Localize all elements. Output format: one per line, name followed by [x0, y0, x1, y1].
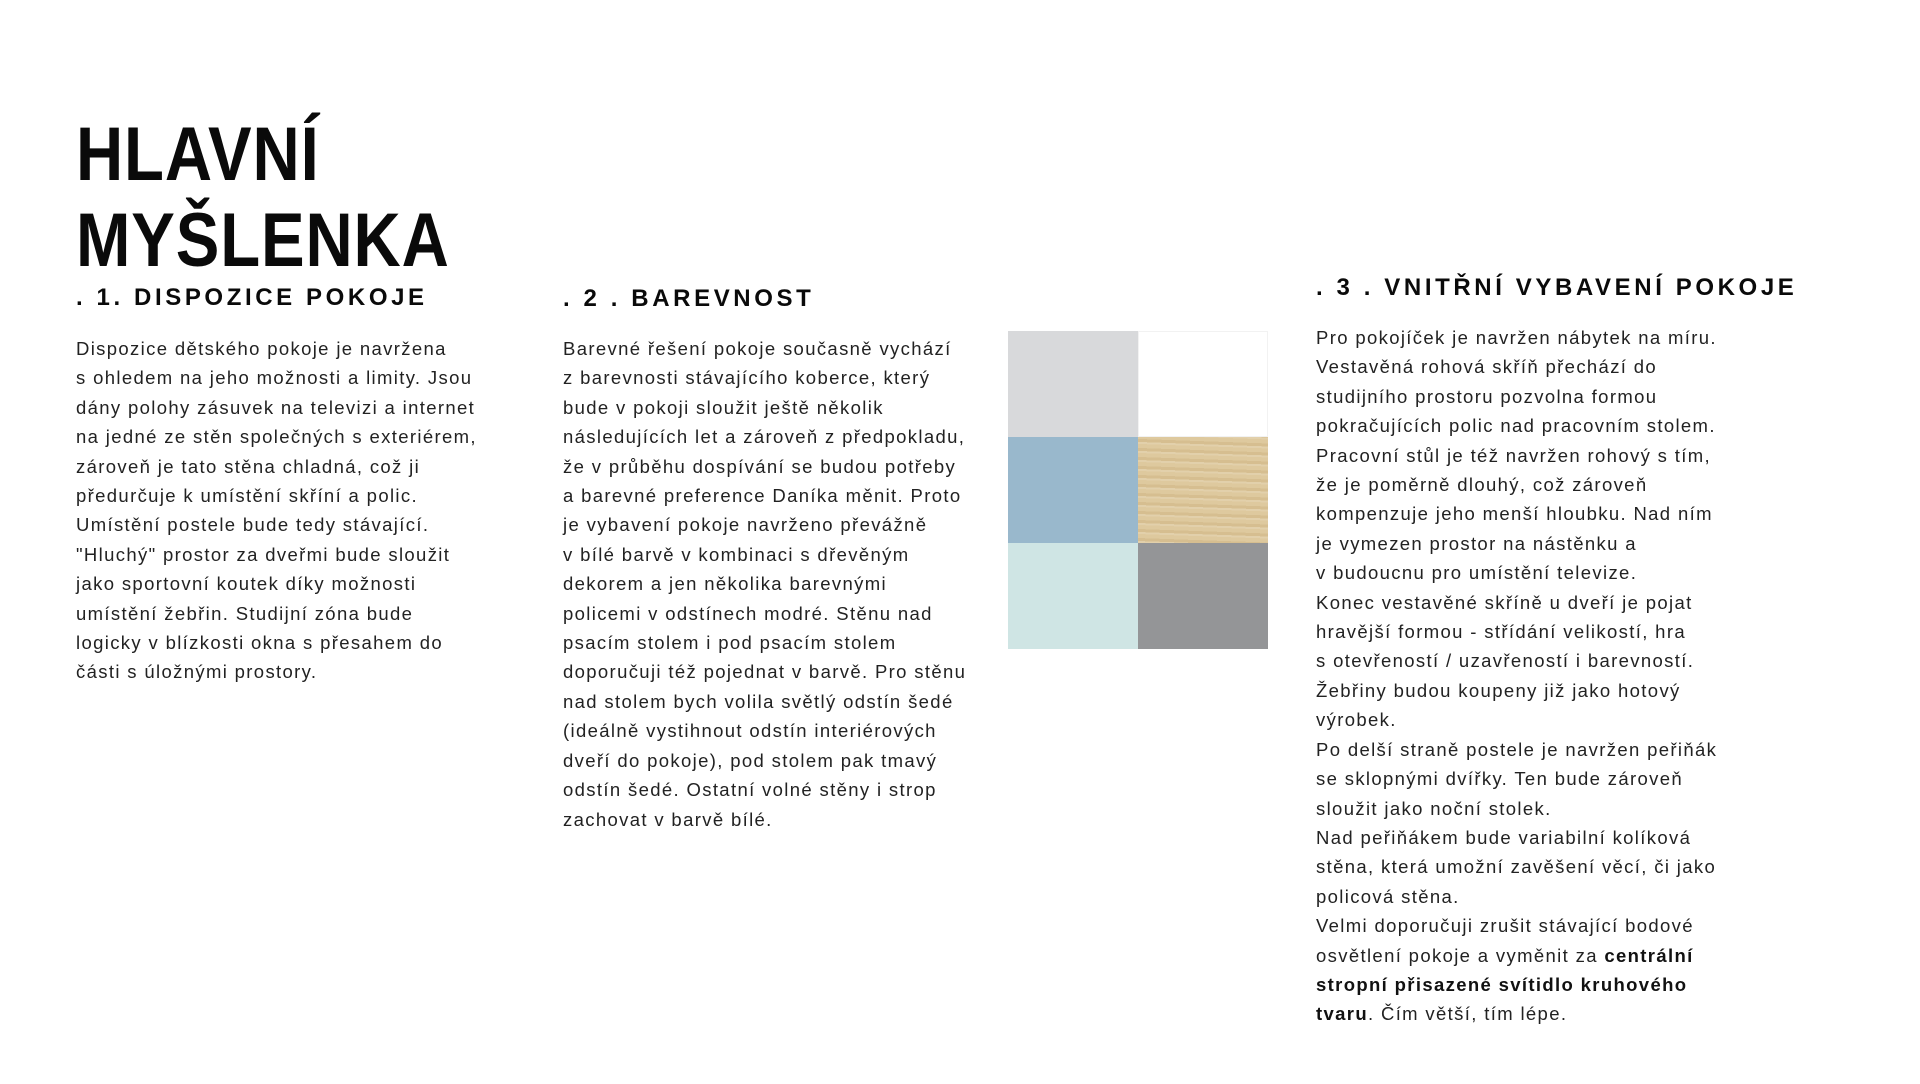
text-line [1316, 588, 1717, 617]
text-line [76, 422, 477, 451]
text-line-content: výrobek. [1316, 709, 1397, 731]
text-line [563, 775, 966, 804]
text-line-content: jako sportovní koutek díky možnosti [76, 573, 417, 595]
text-line [563, 393, 966, 422]
text-line-content: logicky v blízkosti okna s přesahem do [76, 632, 443, 654]
text-line [1316, 705, 1717, 734]
text-line [563, 716, 966, 745]
text-line-content: policová stěna. [1316, 885, 1460, 907]
text-line-content: je vybavení pokoje navrženo převážně [563, 514, 928, 536]
bold-emphasis: tvaru [1316, 1003, 1368, 1025]
text-line [76, 363, 477, 392]
section-heading-dispozice: . 1. DISPOZICE POKOJE [76, 284, 428, 311]
text-line [76, 481, 477, 510]
text-line-content: Umístění postele bude tedy stávající. [76, 514, 430, 536]
text-line [76, 393, 477, 422]
swatch-pale-mint [1008, 543, 1138, 649]
text-line-content: je vymezen prostor na nástěnku a [1316, 532, 1637, 554]
text-line [1316, 529, 1717, 558]
text-line [1316, 411, 1717, 440]
text-line [1316, 941, 1717, 970]
text-line-content: Velmi doporučuji zrušit stávající bodové [1316, 915, 1694, 937]
text-line-content: následujících let a zároveň z předpokladu, [563, 426, 966, 448]
text-line-content: Barevné řešení pokoje současně vychází [563, 338, 952, 359]
text-line [76, 334, 477, 363]
text-line [563, 422, 966, 451]
text-line [76, 657, 477, 686]
text-line [563, 657, 966, 686]
text-line-content: policemi v odstínech modré. Stěnu nad [563, 602, 933, 624]
text-line-content: pokračujících polic nad pracovním stolem. [1316, 415, 1716, 437]
text-line [1316, 646, 1717, 675]
swatch-blue [1008, 437, 1138, 543]
text-line-content: kompenzuje jeho menší hloubku. Nad ním [1316, 503, 1713, 525]
section-text-barevnost [563, 334, 966, 834]
bold-emphasis: stropní přisazené svítidlo kruhového [1316, 973, 1688, 995]
text-line-content: odstín šedé. Ostatní volné stěny i strop [563, 779, 937, 801]
page-title-line-1: HLAVNÍ [76, 112, 320, 197]
text-line-content: předurčuje k umístění skříní a polic. [76, 485, 418, 507]
text-line-content: že je poměrně dlouhý, což zároveň [1316, 474, 1648, 496]
swatch-white [1138, 331, 1268, 437]
text-line-content: Vestavěná rohová skříň přechází do [1316, 356, 1658, 378]
text-line-content: bude v pokoji sloužit ještě několik [563, 396, 884, 418]
text-line-content: nad stolem bych volila světlý odstín šedé [563, 690, 954, 712]
text-line-content: "Hluchý" prostor za dveřmi bude sloužit [76, 543, 451, 565]
text-line [563, 540, 966, 569]
text-line-content: že v průběhu dospívání se budou potřeby [563, 455, 957, 477]
text-line-content: osvětlení pokoje a vyměnit za [1316, 944, 1605, 966]
text-line-content: dány polohy zásuvek na televizi a internet [76, 396, 476, 418]
text-line [1316, 794, 1717, 823]
text-line-content: (ideálně vystihnout odstín interiérových [563, 720, 937, 742]
text-line [563, 452, 966, 481]
section-text-dispozice [76, 334, 477, 687]
text-line-content: studijního prostoru pozvolna formou [1316, 385, 1658, 407]
bold-emphasis: centrální [1604, 944, 1694, 966]
text-line-content: dekorem a jen několika barevnými [563, 573, 887, 595]
text-line [1316, 617, 1717, 646]
text-line-content: hravější formou - střídání velikostí, hra [1316, 621, 1686, 643]
text-line [1316, 499, 1717, 528]
text-line-content: doporučuji též pojednat v barvě. Pro stěnu [563, 661, 967, 683]
text-line-content: Pro pokojíček je navržen nábytek na míru. [1316, 327, 1717, 348]
text-line-content: zároveň je tato stěna chladná, což ji [76, 455, 421, 477]
text-line [1316, 882, 1717, 911]
text-line-content: Nad peřiňákem bude variabilní kolíková [1316, 826, 1692, 848]
text-line [76, 540, 477, 569]
text-line [76, 569, 477, 598]
text-line-content: v budoucnu pro umístění televize. [1316, 562, 1638, 584]
text-line [1316, 735, 1717, 764]
text-line [563, 687, 966, 716]
text-line-content: dveří do pokoje), pod stolem pak tmavý [563, 749, 938, 771]
text-line-content: Konec vestavěné skříně u dveří je pojat [1316, 591, 1693, 613]
text-line-content: s ohledem na jeho možnosti a limity. Jsou [76, 367, 473, 389]
text-line-content: zachovat v barvě bílé. [563, 808, 773, 830]
text-line-content: a barevné preference Daníka měnit. Proto [563, 485, 962, 507]
text-line [1316, 999, 1717, 1028]
section-text-vybaveni [1316, 323, 1717, 1029]
swatch-dark-grey [1138, 543, 1268, 649]
text-line-content: části s úložnými prostory. [76, 661, 318, 683]
text-line-content: psacím stolem i pod psacím stolem [563, 632, 897, 654]
text-line-content: na jedné ze stěn společných s exteriérem, [76, 426, 477, 448]
text-line-content: s otevřeností / uzavřeností i barevností. [1316, 650, 1695, 672]
text-line [1316, 382, 1717, 411]
text-line [563, 481, 966, 510]
text-line [1316, 558, 1717, 587]
text-line [1316, 323, 1717, 352]
text-line [76, 599, 477, 628]
text-line [1316, 911, 1717, 940]
text-line [1316, 852, 1717, 881]
text-line-content: Pracovní stůl je též navržen rohový s tím, [1316, 444, 1711, 466]
text-line [1316, 823, 1717, 852]
text-line-content: se sklopnými dvířky. Ten bude zároveň [1316, 768, 1684, 790]
section-heading-barevnost: . 2 . BAREVNOST [563, 285, 815, 312]
text-line [563, 569, 966, 598]
text-line [1316, 352, 1717, 381]
text-line [1316, 764, 1717, 793]
text-line-content: stěna, která umožní zavěšení věcí, či jako [1316, 856, 1717, 878]
text-line [563, 334, 966, 363]
text-line [563, 599, 966, 628]
text-line [1316, 676, 1717, 705]
text-line [563, 805, 966, 834]
text-line [1316, 441, 1717, 470]
swatch-oak-wood [1138, 437, 1268, 543]
text-line-content: sloužit jako noční stolek. [1316, 797, 1552, 819]
text-line-content: Dispozice dětského pokoje je navržena [76, 338, 447, 359]
text-line [76, 628, 477, 657]
text-line-content: z barevnosti stávajícího koberce, který [563, 367, 931, 389]
text-line [563, 363, 966, 392]
text-line-content: . Čím větší, tím lépe. [1368, 1003, 1568, 1025]
text-line-content: Žebřiny budou koupeny již jako hotový [1316, 679, 1681, 701]
text-line-content: umístění žebřin. Studijní zóna bude [76, 602, 414, 624]
swatch-light-grey [1008, 331, 1138, 437]
section-heading-vybaveni: . 3 . VNITŘNÍ VYBAVENÍ POKOJE [1316, 274, 1798, 301]
page-title-line-2: MYŠLENKA [76, 198, 450, 283]
text-line [1316, 970, 1717, 999]
text-line [76, 510, 477, 539]
text-line [1316, 470, 1717, 499]
text-line [563, 510, 966, 539]
page-title [76, 112, 450, 284]
text-line [563, 746, 966, 775]
text-line-content: Po delší straně postele je navržen peřiňák [1316, 738, 1718, 760]
text-line-content: v bílé barvě v kombinaci s dřevěným [563, 543, 910, 565]
text-line [76, 452, 477, 481]
color-palette [1008, 331, 1268, 649]
text-line [563, 628, 966, 657]
